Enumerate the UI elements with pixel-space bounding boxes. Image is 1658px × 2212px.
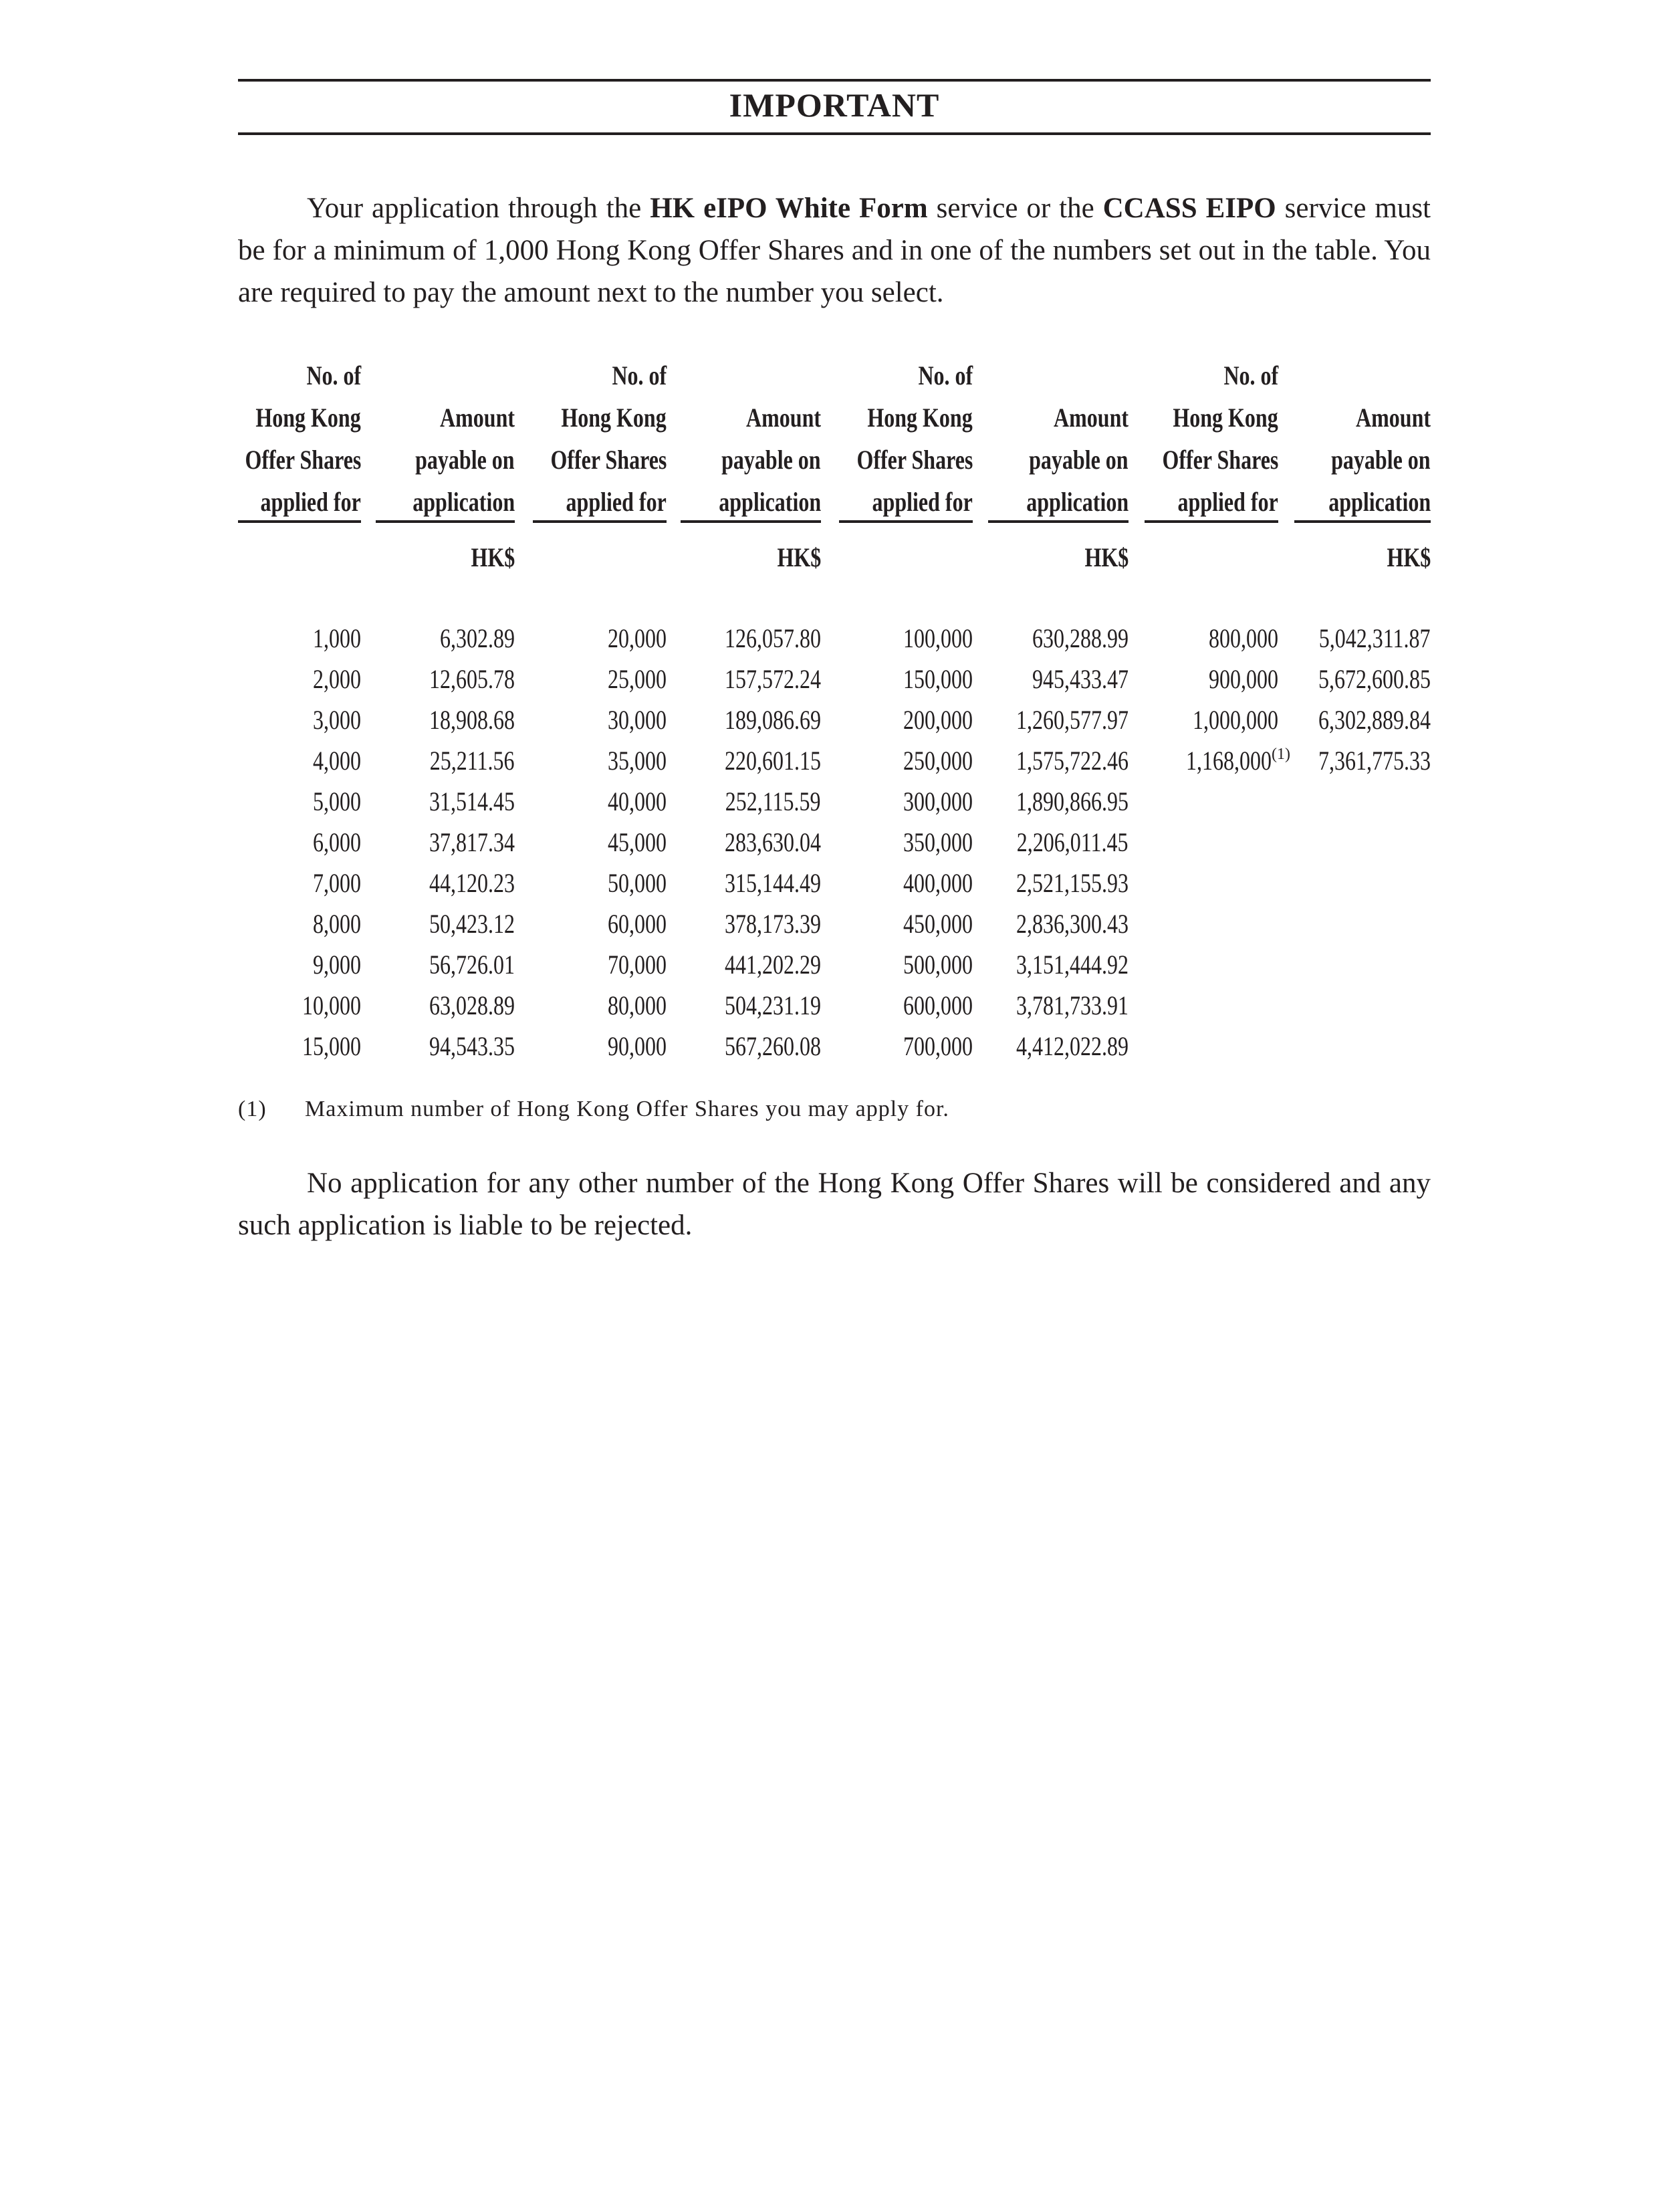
shares-cell-text: 9,000	[313, 950, 361, 980]
table-row-amount	[408, 911, 515, 937]
header-shares-line-text: Hong Kong	[1173, 403, 1278, 433]
shares-cell-text: 600,000	[903, 990, 973, 1020]
amount-cell-text: 1,260,577.97	[1016, 705, 1129, 735]
shares-cell-text: 100,000	[903, 623, 973, 653]
amount-cell-text: 3,151,444.92	[1016, 950, 1129, 980]
shares-cell-text: 300,000	[903, 786, 973, 816]
header-shares-line	[1153, 489, 1278, 516]
header-shares-line	[598, 362, 667, 389]
shares-cell-text: 20,000	[608, 623, 667, 653]
table-row-shares	[301, 666, 361, 693]
table-row-amount	[988, 1033, 1129, 1060]
shares-cell-text: 1,000	[313, 623, 361, 653]
header-shares-line	[1133, 447, 1278, 473]
header-shares-line	[541, 489, 667, 516]
header-amount-line	[697, 447, 821, 473]
table-row-amount	[701, 748, 821, 774]
header-shares-line-text: No. of	[612, 360, 667, 391]
header-amount-line-text: application	[1328, 487, 1431, 517]
table-row-shares	[301, 748, 361, 774]
shares-cell-text: 200,000	[903, 705, 973, 735]
currency-label	[1376, 544, 1431, 571]
table-row-amount	[701, 788, 821, 815]
header-amount-line	[1306, 447, 1431, 473]
table-row-shares	[886, 666, 973, 693]
header-shares-line	[1147, 405, 1278, 431]
header-shares-line-text: applied for	[260, 487, 361, 517]
table-row-amount	[988, 870, 1129, 897]
table-row-amount	[408, 707, 515, 734]
table-row-shares	[287, 1033, 361, 1060]
header-amount-line-text: application	[1026, 487, 1129, 517]
intro-hk-eipo: HK eIPO White Form	[650, 193, 928, 224]
shares-cell-text: 70,000	[608, 950, 667, 980]
footnote	[238, 1097, 949, 1122]
header-shares-line	[847, 489, 973, 516]
amount-cell-text: 252,115.59	[725, 786, 821, 816]
header-amount-line	[387, 489, 515, 516]
amount-cell-text: 1,575,722.46	[1016, 746, 1129, 776]
table-row-amount	[408, 666, 515, 693]
table-row-shares	[1191, 666, 1278, 693]
header-shares-line	[229, 405, 361, 431]
table-row-amount	[988, 788, 1129, 815]
table-row-shares	[1191, 625, 1278, 652]
header-amount-line	[727, 405, 821, 431]
table-row-amount	[988, 707, 1129, 734]
table-row-shares	[301, 870, 361, 897]
intro-paragraph	[238, 187, 1431, 314]
amount-cell-text: 5,042,311.87	[1319, 623, 1431, 653]
intro-middle: service or the	[927, 193, 1103, 224]
header-shares-line	[521, 447, 667, 473]
table-row-shares	[301, 625, 361, 652]
shares-cell-text: 3,000	[313, 705, 361, 735]
table-row-amount	[1008, 625, 1129, 652]
table-row-amount	[988, 992, 1129, 1019]
amount-cell-text: 504,231.19	[725, 990, 821, 1020]
table-row-shares	[301, 952, 361, 978]
shares-cell-text: 150,000	[903, 664, 973, 694]
table-row-shares	[886, 625, 973, 652]
header-underline	[238, 520, 361, 523]
shares-cell-text: 1,000,000	[1193, 705, 1278, 735]
header-amount-line	[390, 447, 515, 473]
page-title: IMPORTANT	[729, 86, 940, 124]
table-row-amount	[421, 625, 515, 652]
header-shares-line-text: Hong Kong	[867, 403, 973, 433]
shares-cell-text: 80,000	[608, 990, 667, 1020]
amount-cell-text: 25,211.56	[430, 746, 515, 776]
header-underline	[681, 520, 821, 523]
table-row-amount	[701, 829, 821, 856]
table-row-shares	[886, 748, 973, 774]
table-row-shares	[301, 829, 361, 856]
header-shares-line-text: Offer Shares	[550, 445, 667, 475]
amount-cell-text: 2,206,011.45	[1017, 827, 1129, 857]
shares-cell-text: 60,000	[608, 909, 667, 939]
header-shares-line-text: No. of	[1223, 360, 1278, 391]
shares-cell-text: 5,000	[313, 786, 361, 816]
table-row-amount	[408, 748, 515, 774]
header-shares-line-text: Offer Shares	[856, 445, 973, 475]
header-amount-line	[1303, 489, 1431, 516]
shares-cell-text: 45,000	[608, 827, 667, 857]
header-amount-line	[1004, 447, 1129, 473]
amount-cell-text: 189,086.69	[725, 705, 821, 735]
amount-cell-text: 5,672,600.85	[1318, 664, 1431, 694]
amount-cell-text: 4,412,022.89	[1016, 1031, 1129, 1061]
table-row-shares	[886, 707, 973, 734]
amount-cell-text: 567,260.08	[725, 1031, 821, 1061]
amount-cell-text: 157,572.24	[725, 664, 821, 694]
amount-cell-text: 63,028.89	[429, 990, 515, 1020]
amount-cell-text: 50,423.12	[429, 909, 515, 939]
intro-suffix: service must be for a minimum of 1,000 Hong Kong Offer Shares and in one of the numbers set out in the table. You are required to pay the amount next to the number you select.	[238, 193, 1431, 308]
table-row-shares	[593, 870, 667, 897]
table-row-amount	[1008, 666, 1129, 693]
table-row-shares	[593, 788, 667, 815]
amount-cell-text: 94,543.35	[429, 1031, 515, 1061]
table-row-amount	[408, 788, 515, 815]
table-row-shares	[886, 1033, 973, 1060]
header-amount-line	[1001, 489, 1129, 516]
shares-cell-text: 90,000	[608, 1031, 667, 1061]
table-row-amount	[701, 992, 821, 1019]
shares-cell-text: 10,000	[302, 990, 361, 1020]
header-shares-line	[1210, 362, 1278, 389]
table-row-amount	[701, 666, 821, 693]
table-row-amount	[701, 1033, 821, 1060]
header-amount-line	[693, 489, 821, 516]
table-row-shares	[886, 952, 973, 978]
header-shares-line	[293, 362, 361, 389]
shares-cell-text: 2,000	[313, 664, 361, 694]
title-rule-bottom	[238, 132, 1431, 135]
header-shares-line	[535, 405, 667, 431]
table-row-shares	[1165, 748, 1290, 774]
currency-label	[766, 544, 821, 571]
table-row-amount	[989, 829, 1129, 856]
intro-ccass-eipo: CCASS EIPO	[1102, 193, 1276, 224]
amount-cell-text: 283,630.04	[725, 827, 821, 857]
currency-label-text: HK$	[1387, 542, 1431, 572]
amount-cell-text: 7,361,775.33	[1318, 746, 1431, 776]
shares-cell-text: 7,000	[313, 868, 361, 898]
shares-cell-text: 15,000	[302, 1031, 361, 1061]
shares-cell-text: 250,000	[903, 746, 973, 776]
header-amount-line-text: payable on	[721, 445, 821, 475]
header-amount-line-text: payable on	[1331, 445, 1431, 475]
amount-cell-text: 2,521,155.93	[1016, 868, 1129, 898]
title-rule-top	[238, 79, 1431, 82]
header-amount-line-text: Amount	[745, 403, 821, 433]
amount-cell-text: 6,302.89	[440, 623, 515, 653]
currency-label-text: HK$	[777, 542, 821, 572]
table-row-amount	[701, 911, 821, 937]
header-underline	[839, 520, 973, 523]
header-amount-line	[1337, 405, 1431, 431]
table-row-shares	[301, 707, 361, 734]
header-underline	[1294, 520, 1431, 523]
table-row-shares	[593, 748, 667, 774]
header-underline	[376, 520, 515, 523]
shares-cell-text: 25,000	[608, 664, 667, 694]
closing-paragraph: No application for any other number of the Hong Kong Offer Shares will be considered and any such application is liable to be rejected.	[238, 1168, 1431, 1241]
table-row-shares	[593, 625, 667, 652]
table-row-amount	[701, 625, 821, 652]
table-row-shares	[593, 666, 667, 693]
shares-cell-text: 6,000	[313, 827, 361, 857]
amount-cell-text: 44,120.23	[429, 868, 515, 898]
header-shares-line-text: Offer Shares	[1162, 445, 1278, 475]
header-shares-line	[216, 447, 361, 473]
table-row-shares	[593, 992, 667, 1019]
table-row-amount	[408, 1033, 515, 1060]
shares-cell-text: 4,000	[313, 746, 361, 776]
table-row-shares	[886, 992, 973, 1019]
table-row-shares	[301, 911, 361, 937]
shares-cell-text: 35,000	[608, 746, 667, 776]
amount-cell-text: 6,302,889.84	[1318, 705, 1431, 735]
header-underline	[1145, 520, 1278, 523]
table-row-shares	[593, 707, 667, 734]
table-row-shares	[886, 870, 973, 897]
table-row-shares	[287, 992, 361, 1019]
header-underline	[988, 520, 1129, 523]
shares-cell-text: 1,168,000	[1186, 746, 1272, 776]
table-row-amount	[988, 952, 1129, 978]
table-row-amount	[988, 748, 1129, 774]
table-row-shares	[593, 911, 667, 937]
shares-cell-text: 40,000	[608, 786, 667, 816]
shares-cell-text: 900,000	[1209, 664, 1278, 694]
header-shares-line	[235, 489, 361, 516]
amount-cell-text: 3,781,733.91	[1016, 990, 1129, 1020]
header-shares-line-text: No. of	[306, 360, 361, 391]
amount-cell-text: 56,726.01	[429, 950, 515, 980]
header-amount-line	[421, 405, 515, 431]
table-row-amount	[1290, 707, 1431, 734]
footnote-mark: (1)	[238, 1097, 267, 1121]
table-row-shares	[593, 829, 667, 856]
amount-cell-text: 37,817.34	[429, 827, 515, 857]
header-amount-line-text: application	[719, 487, 821, 517]
amount-cell-text: 630,288.99	[1032, 623, 1129, 653]
shares-cell-text: 800,000	[1209, 623, 1278, 653]
currency-label	[460, 544, 515, 571]
currency-label-text: HK$	[1084, 542, 1129, 572]
table-row-amount	[408, 992, 515, 1019]
shares-cell-text: 450,000	[903, 909, 973, 939]
amount-cell-text: 220,601.15	[725, 746, 821, 776]
table-row-shares	[301, 788, 361, 815]
footnote-text: Maximum number of Hong Kong Offer Shares you may apply for.	[305, 1097, 949, 1121]
header-shares-line-text: Hong Kong	[255, 403, 361, 433]
intro-prefix: Your application through the	[307, 193, 650, 224]
table-row-amount	[1291, 625, 1431, 652]
table-row-amount	[701, 707, 821, 734]
table-row-amount	[1290, 666, 1431, 693]
header-shares-line-text: Offer Shares	[245, 445, 361, 475]
table-row-shares	[886, 829, 973, 856]
header-amount-line	[1035, 405, 1129, 431]
header-shares-line-text: Hong Kong	[561, 403, 667, 433]
table-row-shares	[886, 911, 973, 937]
amount-cell-text: 315,144.49	[725, 868, 821, 898]
table-row-amount	[988, 911, 1129, 937]
amount-cell-text: 2,836,300.43	[1016, 909, 1129, 939]
table-row-amount	[408, 829, 515, 856]
amount-cell-text: 945,433.47	[1032, 664, 1129, 694]
header-underline	[533, 520, 667, 523]
amount-cell-text: 126,057.80	[725, 623, 821, 653]
table-row-amount	[408, 870, 515, 897]
table-row-shares	[593, 1033, 667, 1060]
table-row-amount	[701, 952, 821, 978]
table-row-shares	[886, 788, 973, 815]
header-shares-line	[905, 362, 973, 389]
amount-cell-text: 378,173.39	[725, 909, 821, 939]
amount-cell-text: 441,202.29	[725, 950, 821, 980]
amount-cell-text: 31,514.45	[429, 786, 515, 816]
header-amount-line-text: payable on	[415, 445, 515, 475]
header-amount-line-text: Amount	[439, 403, 515, 433]
table-row-amount	[1290, 748, 1431, 774]
header-amount-line-text: Amount	[1355, 403, 1431, 433]
header-shares-line-text: applied for	[566, 487, 667, 517]
header-shares-line	[828, 447, 973, 473]
currency-label	[1074, 544, 1129, 571]
table-row-amount	[408, 952, 515, 978]
amount-cell-text: 12,605.78	[429, 664, 515, 694]
shares-cell-text: 8,000	[313, 909, 361, 939]
shares-cell-text: 400,000	[903, 868, 973, 898]
shares-cell-text: 30,000	[608, 705, 667, 735]
shares-cell-text: 50,000	[608, 868, 667, 898]
shares-cell-text: 500,000	[903, 950, 973, 980]
amount-cell-text: 1,890,866.95	[1016, 786, 1129, 816]
amount-cell-text: 18,908.68	[429, 705, 515, 735]
header-amount-line-text: application	[412, 487, 515, 517]
table-row-shares	[1171, 707, 1278, 734]
shares-cell-text: 700,000	[903, 1031, 973, 1061]
header-shares-line-text: applied for	[872, 487, 973, 517]
shares-cell-text: 350,000	[903, 827, 973, 857]
currency-label-text: HK$	[471, 542, 515, 572]
header-amount-line-text: payable on	[1029, 445, 1129, 475]
header-amount-line-text: Amount	[1053, 403, 1129, 433]
header-shares-line-text: No. of	[918, 360, 973, 391]
header-shares-line-text: applied for	[1177, 487, 1278, 517]
footnote-reference: (1)	[1272, 746, 1290, 763]
table-row-shares	[593, 952, 667, 978]
header-shares-line	[841, 405, 973, 431]
table-row-amount	[701, 870, 821, 897]
